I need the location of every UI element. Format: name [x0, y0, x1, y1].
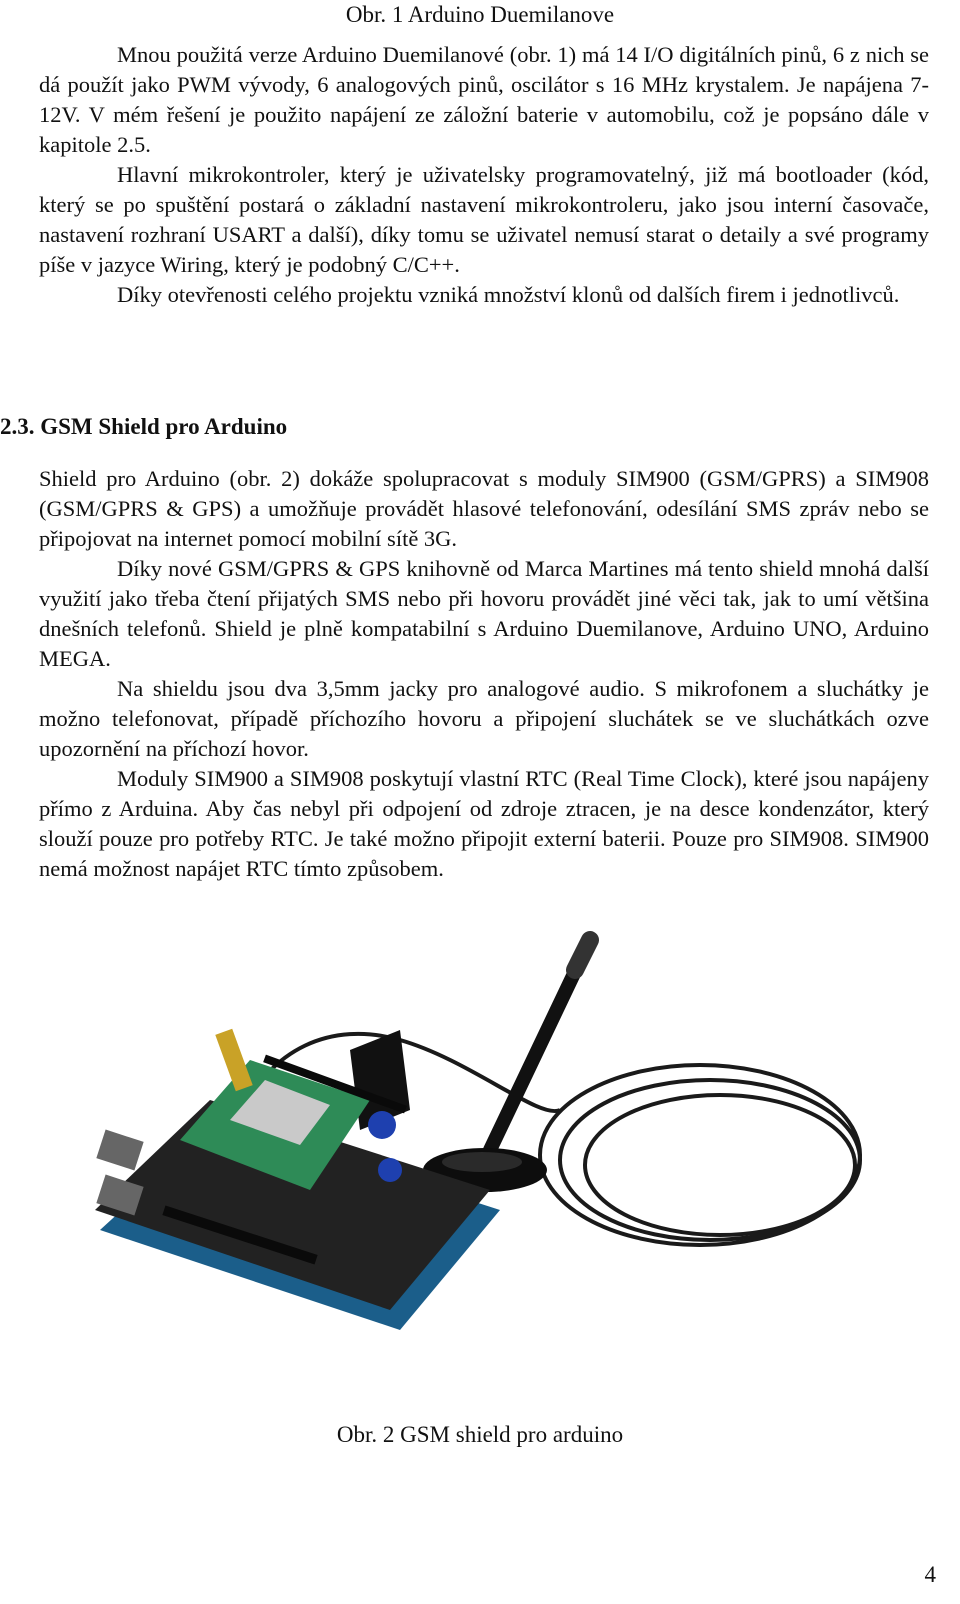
- audio-jack: [96, 1130, 143, 1171]
- paragraph-audio-jacks: Na shieldu jsou dva 3,5mm jacky pro analogové audio. S mikrofonem a sluchátky je možno telefonovat, případě příchozího hovoru a připojení sluchátek se ve sluchátkách ozve upozornění na příchozí hovor.: [39, 676, 929, 761]
- paragraph-arduino-specs: Mnou použitá verze Arduino Duemilanové (obr. 1) má 14 I/O digitálních pinů, 6 z nich se dá použít jako PWM vývody, 6 analogových pinů, oscilátor s 16 MHz krystalem. Je napájena 7-12V. V mém řešení je použito napájení ze záložní baterie v automobilu, což je popsáno dále v kapitole 2.5.: [39, 42, 929, 157]
- paragraph-bootloader: Hlavní mikrokontroler, který je uživatelsky programovatelný, již má bootloader (kód, který se po spuštění postará o základní nastavení mikrokontroleru, jako jsou interní časovače, nastavení rozhraní USART a další), díky tomu se uživatel nemusí starat o detaily a své programy píše v jazyce Wiring, který je podobný C/C++.: [39, 162, 929, 277]
- section-heading: 2.3. GSM Shield pro Arduino: [0, 414, 288, 439]
- figure-1-caption: Obr. 1 Arduino Duemilanove: [345, 2, 615, 27]
- paragraph-rtc: Moduly SIM900 a SIM908 poskytují vlastní RTC (Real Time Clock), které jsou napájeny přímo z Arduina. Aby čas nebyl při odpojení od zdroje ztracen, je na desce kondenzátor, který slouží pouze pro potřeby RTC. Je také možno připojit externí baterii. Pouze pro SIM908. SIM900 nemá možnost napájet RTC tímto způsobem.: [39, 766, 929, 881]
- gsm-shield-photo: [70, 930, 870, 1390]
- sma-connector: [215, 1029, 252, 1092]
- figure-2-caption: Obr. 2 GSM shield pro arduino: [336, 1422, 624, 1447]
- capacitor: [368, 1111, 396, 1139]
- paragraph-library: Díky nové GSM/GPRS & GPS knihovně od Marca Martines má tento shield mnohá další využití jako třeba čtení přijatých SMS nebo při hovoru provádět jiné věci tak, jak to umí většina dnešních telefonů. Shield je plně kompatabilní s Arduino Duemilanove, Arduino UNO, Arduino MEGA.: [39, 556, 929, 671]
- gsm-text-block: [39, 464, 929, 884]
- paragraph-shield-intro: Shield pro Arduino (obr. 2) dokáže spolupracovat s moduly SIM900 (GSM/GPRS) a SIM908 (GSM/GPRS & GPS) a umožňuje provádět hlasové telefonování, odesílání SMS zpráv nebo se připojovat na internet pomocí mobilní sítě 3G.: [39, 466, 929, 551]
- page-number: 4: [924, 1562, 936, 1587]
- paragraph-clones: Díky otevřenosti celého projektu vzniká množství klonů od dalších firem i jednotlivců.: [117, 282, 900, 307]
- intro-text-block: [39, 40, 929, 310]
